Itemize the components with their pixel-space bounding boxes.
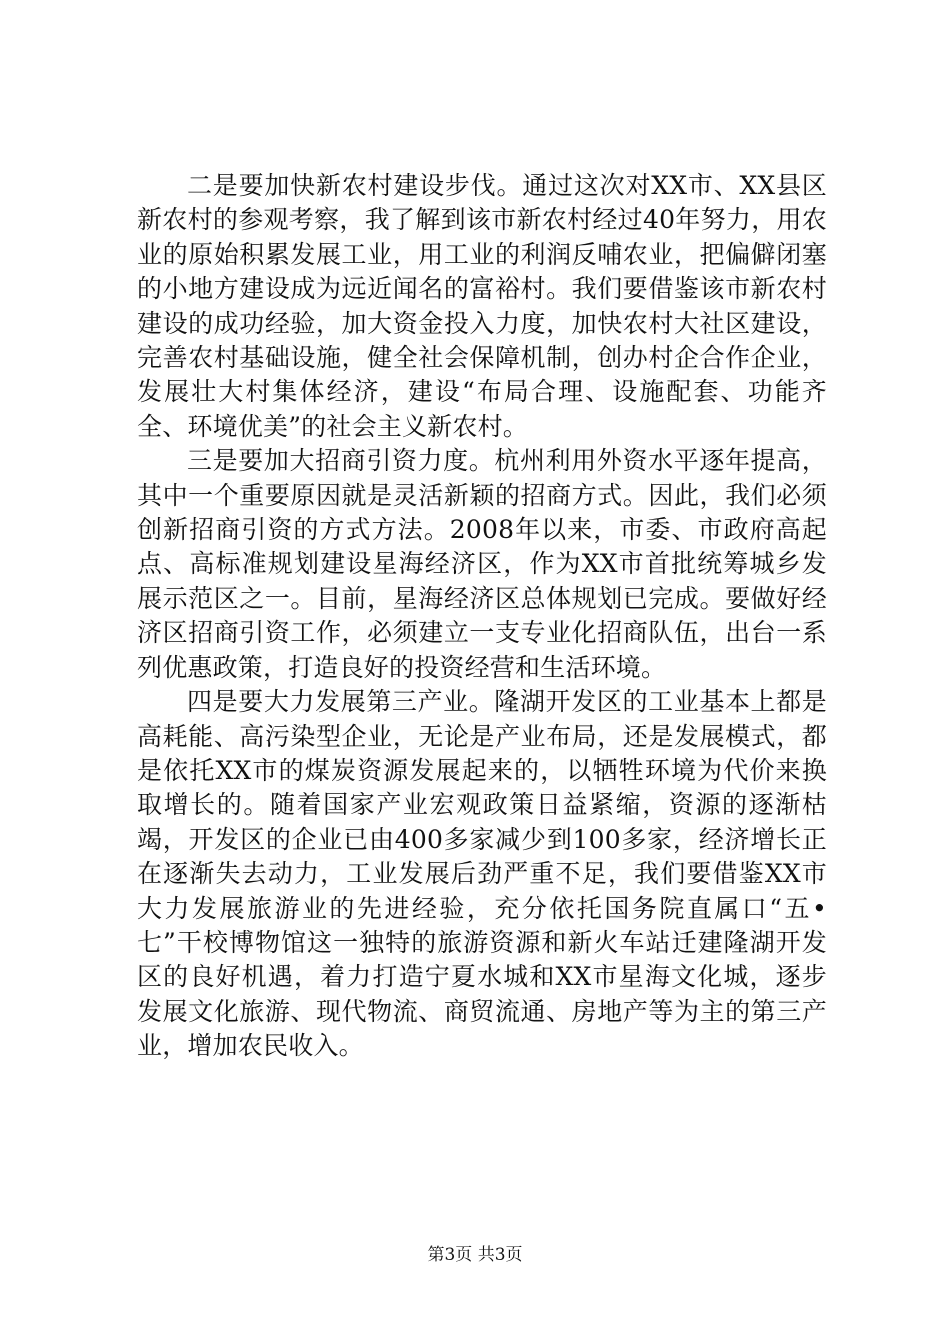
page-number-footer: 第3页 共3页 [427, 1245, 523, 1265]
paragraph-investment-promotion: 三是要加大招商引资力度。杭州利用外资水平逐年提高，其中一个重要原因就是灵活新颖的招商方式。因此，我们必须创新招商引资的方式方法。2008年以来，市委、市政府高起点、高标准规划建设星海经济区，作为XX市首批统筹城乡发展示范区之一。目前，星海经济区总体规划已完成。要做好经济区招商引资工作，必须建立一支专业化招商队伍，出台一系列优惠政策，打造良好的投资经营和生活环境。 [137, 446, 827, 682]
paragraph-new-countryside: 二是要加快新农村建设步伐。通过这次对XX市、XX县区新农村的参观考察，我了解到该市新农村经过40年努力，用农业的原始积累发展工业，用工业的利润反哺农业，把偏僻闭塞的小地方建设成为远近闻名的富裕村。我们要借鉴该市新农村建设的成功经验，加大资金投入力度，加快农村大社区建设，完善农村基础设施，健全社会保障机制，创办村企合作企业，发展壮大村集体经济，建设“布局合理、设施配套、功能齐全、环境优美”的社会主义新农村。 [137, 171, 827, 441]
document-body [137, 169, 827, 1064]
paragraph-tertiary-industry: 四是要大力发展第三产业。隆湖开发区的工业基本上都是高耗能、高污染型企业，无论是产业布局，还是发展模式，都是依托XX市的煤炭资源发展起来的，以牺牲环境为代价来换取增长的。随着国家产业宏观政策日益紧缩，资源的逐渐枯竭，开发区的企业已由400多家减少到100多家，经济增长正在逐渐失去动力，工业发展后劲严重不足，我们要借鉴XX市大力发展旅游业的先进经验，充分依托国务院直属口“五•七”干校博物馆这一独特的旅游资源和新火车站迁建隆湖开发区的良好机遇，着力打造宁夏水城和XX市星海文化城，逐步发展文化旅游、现代物流、商贸流通、房地产等为主的第三产业，增加农民收入。 [137, 687, 827, 1061]
